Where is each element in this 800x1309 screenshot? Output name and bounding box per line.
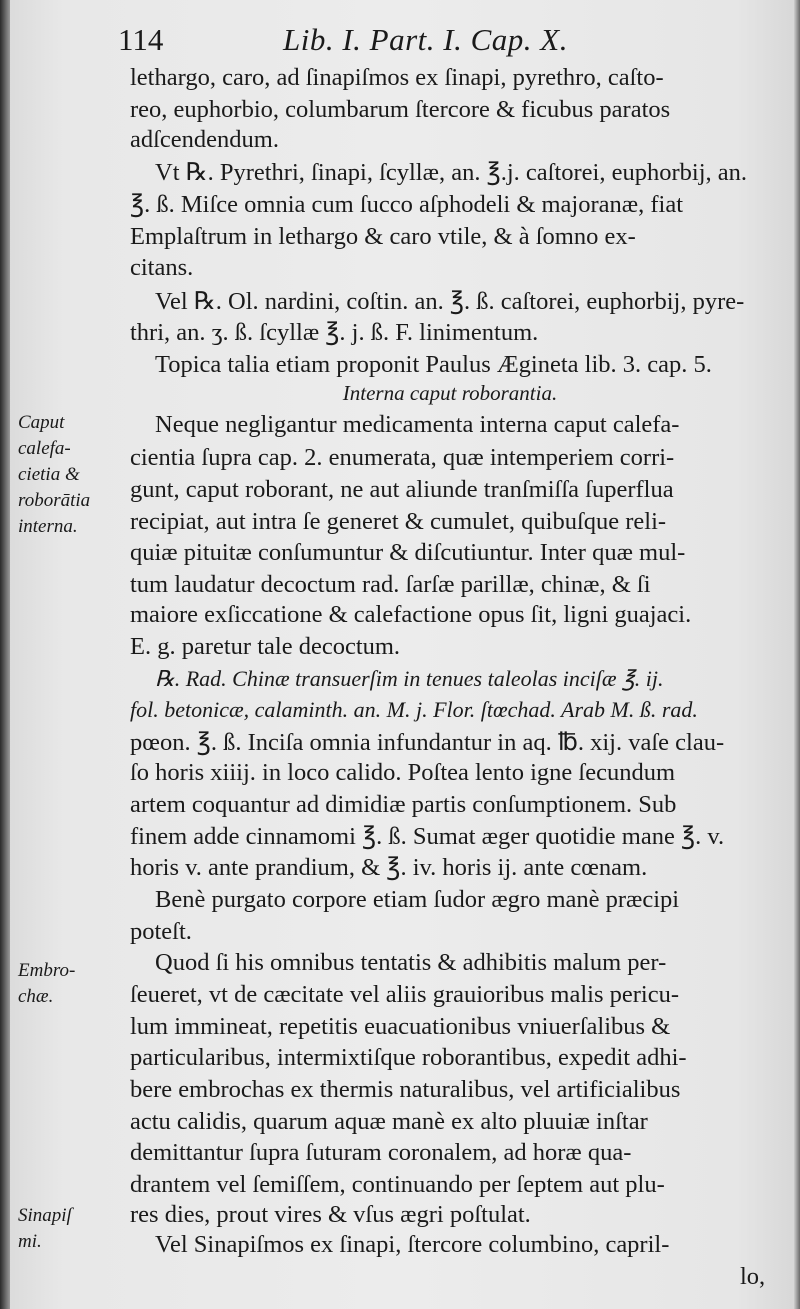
text-line: actu calidis, quarum aquæ manè ex alto pluuiæ inſtar bbox=[130, 1108, 648, 1135]
marginal-note-embrocha bbox=[18, 958, 128, 1010]
text-line: Emplaſtrum in lethargo & caro vtile, & à ſomno ex- bbox=[130, 223, 636, 250]
page-number: 114 bbox=[118, 22, 164, 57]
marginal-note-line: mi. bbox=[18, 1231, 42, 1252]
text-line: Vt ℞. Pyrethri, ſinapi, ſcyllæ, an. ℥.j. caſtorei, euphorbij, an. bbox=[155, 159, 748, 186]
text-line: bere embrochas ex thermis naturalibus, vel artificialibus bbox=[130, 1076, 681, 1103]
marginal-note-line: Caput bbox=[18, 412, 65, 433]
text-line: thri, an. ʒ. ß. ſcyllæ ℥. j. ß. F. linimentum. bbox=[130, 319, 539, 346]
text-line: citans. bbox=[130, 254, 194, 281]
marginal-note-line: Embro- bbox=[18, 960, 76, 981]
text-line: recipiat, aut intra ſe generet & cumulet, quibuſque reli- bbox=[130, 508, 667, 535]
page-right-shadow bbox=[794, 0, 800, 1309]
section-heading: Interna caput roborantia. bbox=[342, 381, 558, 405]
text-line: Quod ſi his omnibus tentatis & adhibitis malum per- bbox=[155, 949, 667, 976]
text-line: maiore exſiccatione & calefactione opus ſit, ligni guajaci. bbox=[130, 601, 692, 628]
text-line: ℥. ß. Miſce omnia cum ſucco aſphodeli & majoranæ, fiat bbox=[130, 191, 684, 218]
text-line: fol. betonicæ, calaminth. an. M. j. Flor. ſtœchad. Arab M. ß. rad. bbox=[130, 697, 698, 722]
text-line: finem adde cinnamomi ℥. ß. Sumat æger quotidie mane ℥. v. bbox=[130, 823, 725, 850]
marginal-note-line: roborātia bbox=[18, 490, 91, 511]
catchword: lo, bbox=[740, 1263, 766, 1290]
marginal-note-sinapismi bbox=[18, 1203, 128, 1255]
text-line: Vel ℞. Ol. nardini, coſtin. an. ℥. ß. caſtorei, euphorbij, pyre- bbox=[155, 288, 745, 315]
marginal-note-line: interna. bbox=[18, 516, 78, 537]
text-line: ſo horis xiiij. in loco calido. Poſtea lento igne ſecundum bbox=[130, 759, 676, 786]
marginal-note-line: Sinapiſ bbox=[18, 1205, 72, 1226]
text-line: adſcendendum. bbox=[130, 126, 279, 153]
text-line: ℞. Rad. Chinæ transuerſim in tenues taleolas inciſæ ℥. ij. bbox=[155, 666, 664, 691]
text-line: ſeueret, vt de cæcitate vel aliis grauioribus malis pericu- bbox=[130, 981, 680, 1008]
running-header bbox=[118, 22, 758, 66]
marginal-note-caput bbox=[18, 410, 128, 540]
text-line: reo, euphorbio, columbarum ſtercore & ficubus paratos bbox=[130, 96, 671, 123]
text-line: Vel Sinapiſmos ex ſinapi, ſtercore columbino, capril- bbox=[155, 1231, 670, 1258]
text-line: lethargo, caro, ad ſinapiſmos ex ſinapi, pyrethro, caſto- bbox=[130, 64, 664, 91]
text-line: lum immineat, repetitis euacuationibus vniuerſalibus & bbox=[130, 1013, 671, 1040]
text-line: cientia ſupra cap. 2. enumerata, quæ intemperiem corri- bbox=[130, 444, 675, 471]
text-line: gunt, caput roborant, ne aut aliunde tranſmiſſa ſuperflua bbox=[130, 476, 674, 503]
text-line: Topica talia etiam proponit Paulus Ægineta lib. 3. cap. 5. bbox=[155, 351, 712, 378]
page-left-shadow bbox=[0, 0, 10, 1309]
text-line: Benè purgato corpore etiam ſudor ægro manè præcipi bbox=[155, 886, 680, 913]
text-line: demittantur ſupra ſuturam coronalem, ad horæ qua- bbox=[130, 1139, 632, 1166]
marginal-note-line: calefa- bbox=[18, 438, 71, 459]
text-line: horis v. ante prandium, & ℥. iv. horis ij. ante cœnam. bbox=[130, 854, 648, 881]
text-line: Neque negligantur medicamenta interna caput calefa- bbox=[155, 411, 680, 438]
text-line: poteſt. bbox=[130, 918, 192, 945]
text-line: artem coquantur ad dimidiæ partis conſumptionem. Sub bbox=[130, 791, 677, 818]
text-line: pœon. ℥. ß. Inciſa omnia infundantur in aq. ℔. xij. vaſe clau- bbox=[130, 729, 725, 756]
text-line: quiæ pituitæ conſumuntur & diſcutiuntur. Inter quæ mul- bbox=[130, 539, 686, 566]
marginal-note-line: cietia & bbox=[18, 464, 80, 485]
running-title: Lib. I. Part. I. Cap. X. bbox=[283, 22, 568, 57]
text-line: tum laudatur decoctum rad. ſarſæ parillæ, chinæ, & ſi bbox=[130, 571, 651, 598]
text-line: particularibus, intermixtiſque roborantibus, expedit adhi- bbox=[130, 1044, 687, 1071]
text-line: drantem vel ſemiſſem, continuando per ſeptem aut plu- bbox=[130, 1171, 665, 1198]
marginal-note-line: chæ. bbox=[18, 986, 54, 1007]
text-line: E. g. paretur tale decoctum. bbox=[130, 633, 401, 660]
text-line: res dies, prout vires & vſus ægri poſtulat. bbox=[130, 1201, 531, 1228]
